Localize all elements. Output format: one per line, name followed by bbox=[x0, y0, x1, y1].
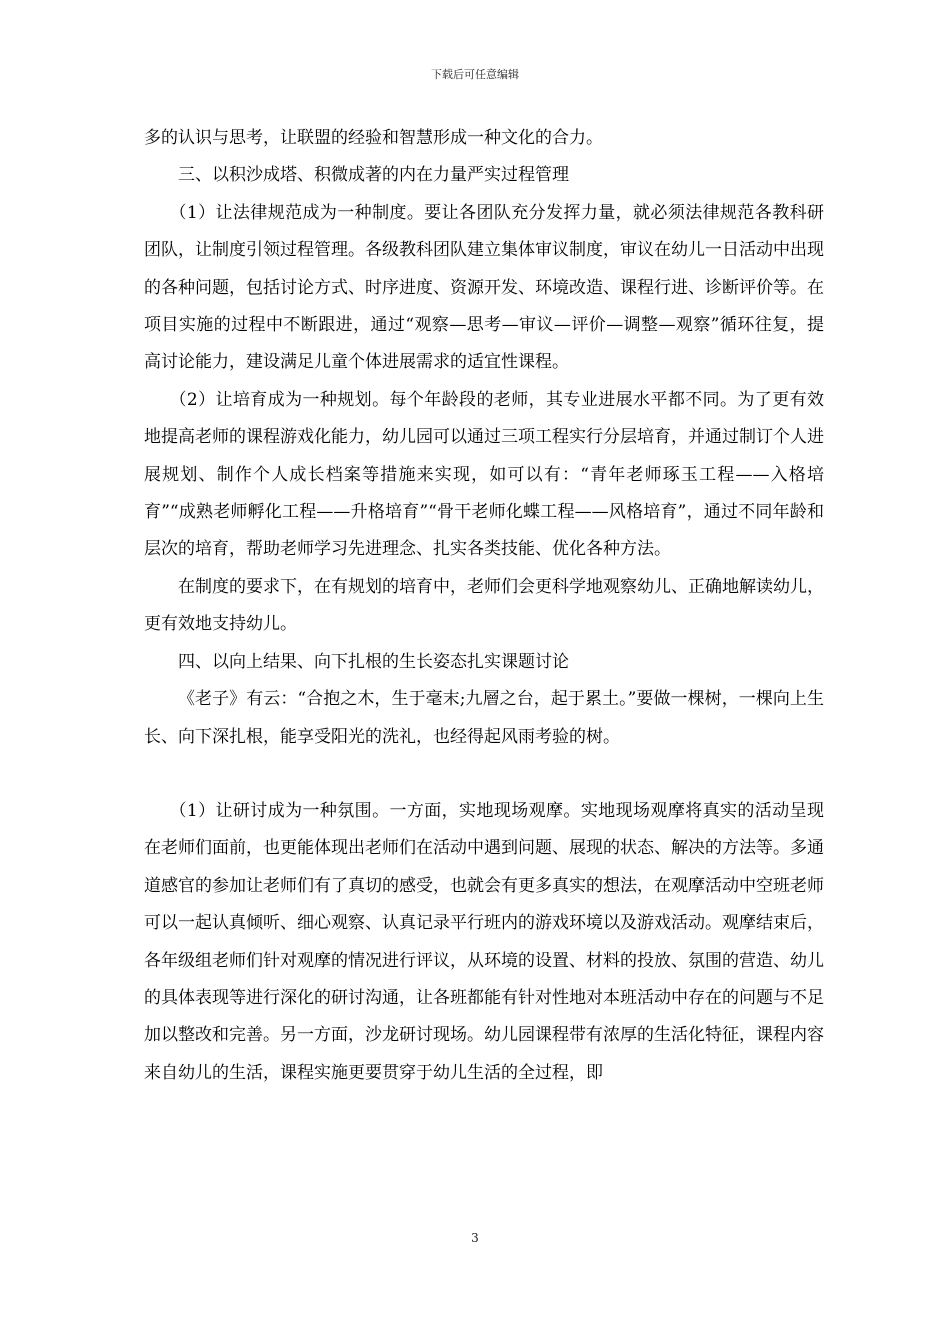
paragraph-3-summary: 在制度的要求下，在有规划的培育中，老师们会更科学地观察幼儿、正确地解读幼儿，更有效地支持幼儿。 bbox=[144, 576, 824, 635]
paragraph-gap bbox=[144, 756, 824, 793]
paragraph-4-1: （1）让研讨成为一种氛围。一方面，实地现场观摩。实地现场观摩将真实的活动呈现在老师们面前，也更能体现出老师们在活动中遇到问题、展现的状态、解决的方法等。多通道感官的参加让老师们有了真切的感受，也就会有更多真实的想法，在观摩活动中空班老师可以一起认真倾听、细心观察、认真记录平行班内的游戏环境以及游戏活动。观摩结束后，各年级组老师们针对观摩的情况进行评议，从环境的设置、材料的投放、氛围的营造、幼儿的具体表现等进行深化的研讨沟通，让各班都能有针对性地对本班活动中存在的问题与不足加以整改和完善。另一方面，沙龙研讨现场。幼儿园课程带有浓厚的生活化特征，课程内容来自幼儿的生活，课程实施更要贯穿于幼儿生活的全过程，即 bbox=[144, 800, 824, 1083]
section-heading-4: 四、以向上结果、向下扎根的生长姿态扎实课题讨论 bbox=[178, 651, 569, 672]
paragraph-continuation: 多的认识与思考，让联盟的经验和智慧形成一种文化的合力。 bbox=[144, 128, 603, 148]
paragraph-3-2: （2）让培育成为一种规划。每个年龄段的老师，其专业进展水平都不同。为了更有效地提高老师的课程游戏化能力，幼儿园可以通过三项工程实行分层培育，并通过制订个人进展规划、制作个人成长档案等措施来实现，如可以有：“青年老师琢玉工程——入格培育”“成熟老师孵化工程——升格培育”“骨干老师化蝶工程——风格培育”，通过不同年龄和层次的培育，帮助老师学习先进理念、扎实各类技能、优化各种方法。 bbox=[144, 389, 824, 560]
paragraph-3-1: （1）让法律规范成为一种制度。要让各团队充分发挥力量，就必须法律规范各教科研团队，让制度引领过程管理。各级教科团队建立集体审议制度，审议在幼儿一日活动中出现的各种问题，包括讨论方式、时序进度、资源开发、环境改造、课程行进、诊断评价等。在项目实施的过程中不断跟进，通过“观察—思考—审议—评价—调整—观察”循环往复，提高讨论能力，建设满足儿童个体进展需求的适宜性课程。 bbox=[144, 202, 824, 373]
document-body bbox=[144, 120, 824, 1092]
page-number: 3 bbox=[471, 1231, 479, 1245]
section-heading-3: 三、以积沙成塔、积微成著的内在力量严实过程管理 bbox=[178, 165, 569, 186]
paragraph-4-quote: 《老子》有云：“合抱之木，生于毫末;九層之台，起于累土。”要做一棵树，一棵向上生长、向下深扎根，能享受阳光的洗礼，也经得起风雨考验的树。 bbox=[144, 689, 824, 747]
page-header: 下载后可任意编辑 bbox=[431, 68, 519, 81]
